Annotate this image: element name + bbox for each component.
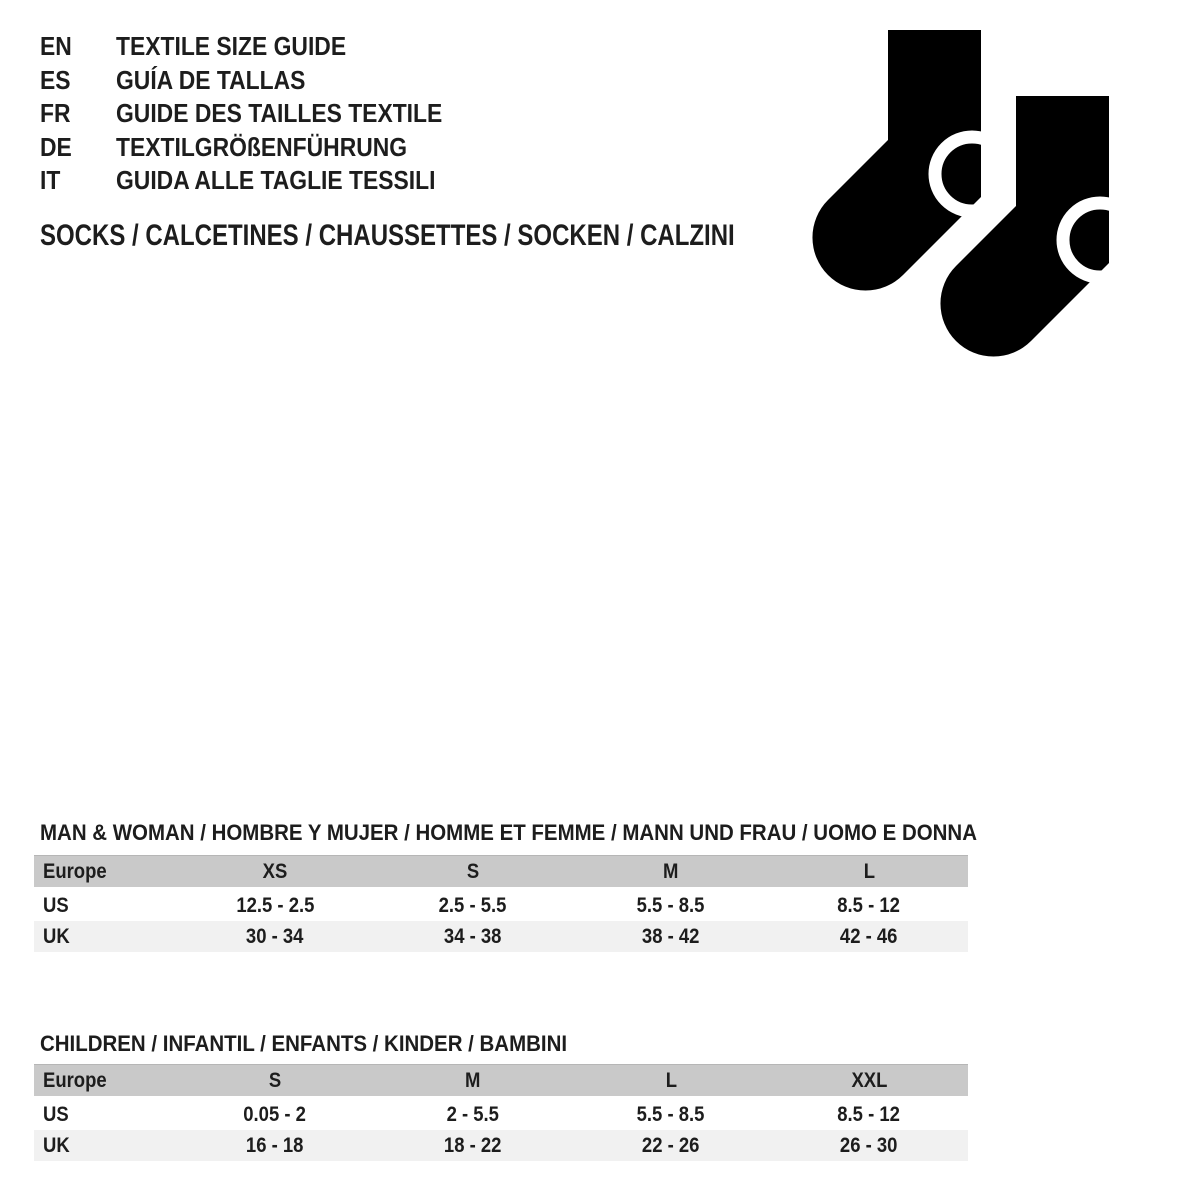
language-code: EN bbox=[40, 31, 72, 62]
row-label: UK bbox=[43, 1133, 70, 1157]
size-cell: 5.5 - 8.5 bbox=[637, 1102, 705, 1126]
language-row-en bbox=[40, 30, 487, 64]
size-cell: 18 - 22 bbox=[444, 1133, 502, 1157]
table-row-us bbox=[34, 890, 968, 921]
size-cell: 42 - 46 bbox=[840, 924, 898, 948]
table-row-uk bbox=[34, 921, 968, 952]
table-header-row bbox=[34, 855, 968, 887]
column-header: M bbox=[663, 859, 679, 883]
language-row-fr bbox=[40, 97, 487, 131]
size-cell: 8.5 - 12 bbox=[837, 1102, 901, 1126]
table-title-children: CHILDREN / INFANTIL / ENFANTS / KINDER / BAMBINI bbox=[40, 1031, 568, 1056]
language-list bbox=[40, 30, 487, 198]
socks-icon bbox=[812, 28, 1152, 358]
row-label: US bbox=[43, 893, 69, 917]
size-cell: 8.5 - 12 bbox=[837, 893, 901, 917]
size-table-children bbox=[34, 1064, 968, 1161]
size-cell: 22 - 26 bbox=[642, 1133, 700, 1157]
language-title: GUIDA ALLE TAGLIE TESSILI bbox=[116, 165, 436, 196]
language-row-de bbox=[40, 131, 487, 165]
language-code: DE bbox=[40, 131, 72, 162]
row-label: UK bbox=[43, 924, 70, 948]
language-code: ES bbox=[40, 64, 71, 95]
size-cell: 5.5 - 8.5 bbox=[637, 893, 705, 917]
column-header: XXL bbox=[850, 1068, 887, 1092]
language-code: IT bbox=[40, 165, 61, 196]
language-title: GUÍA DE TALLAS bbox=[116, 64, 306, 95]
language-title: TEXTILGRÖßENFÜHRUNG bbox=[116, 131, 408, 162]
column-header: S bbox=[466, 859, 480, 883]
language-title: GUIDE DES TAILLES TEXTILE bbox=[116, 98, 443, 129]
column-header: L bbox=[665, 1068, 677, 1092]
language-row-it bbox=[40, 164, 487, 198]
column-header: Europe bbox=[43, 1068, 107, 1092]
size-cell: 26 - 30 bbox=[840, 1133, 898, 1157]
column-header: Europe bbox=[43, 859, 107, 883]
column-header: XS bbox=[262, 859, 288, 883]
table-row-uk bbox=[34, 1130, 968, 1161]
size-cell: 0.05 - 2 bbox=[243, 1102, 307, 1126]
column-header: S bbox=[268, 1068, 282, 1092]
category-heading: SOCKS / CALCETINES / CHAUSSETTES / SOCKEN / CALZINI bbox=[40, 219, 735, 252]
table-title-man-woman: MAN & WOMAN / HOMBRE Y MUJER / HOMME ET FEMME / MANN UND FRAU / UOMO E DONNA bbox=[40, 820, 977, 845]
column-header: M bbox=[465, 1068, 481, 1092]
size-cell: 12.5 - 2.5 bbox=[235, 893, 314, 917]
size-cell: 2 - 5.5 bbox=[446, 1102, 500, 1126]
row-label: US bbox=[43, 1102, 69, 1126]
table-header-row bbox=[34, 1064, 968, 1096]
size-cell: 2.5 - 5.5 bbox=[439, 893, 507, 917]
size-cell: 16 - 18 bbox=[246, 1133, 304, 1157]
size-cell: 30 - 34 bbox=[246, 924, 304, 948]
size-cell: 38 - 42 bbox=[642, 924, 700, 948]
language-title: TEXTILE SIZE GUIDE bbox=[116, 31, 347, 62]
size-cell: 34 - 38 bbox=[444, 924, 502, 948]
column-header: L bbox=[863, 859, 875, 883]
table-row-us bbox=[34, 1099, 968, 1130]
language-code: FR bbox=[40, 98, 71, 129]
language-row-es bbox=[40, 64, 487, 98]
size-table-man-woman bbox=[34, 855, 968, 952]
